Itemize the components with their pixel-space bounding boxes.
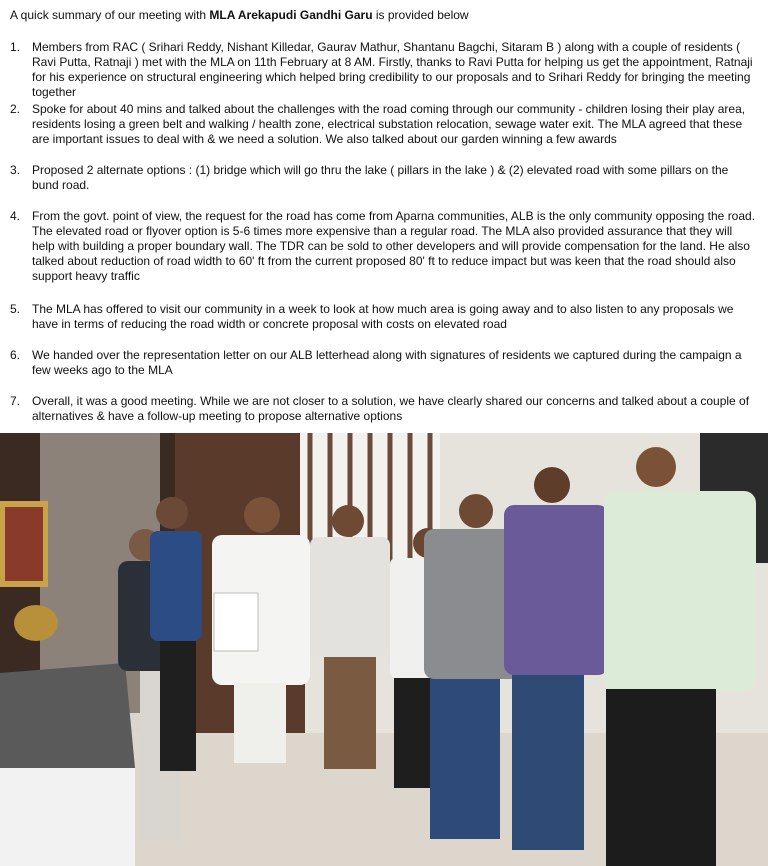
brass-idol [14, 605, 58, 641]
list-item-3: 3. Proposed 2 alternate options : (1) bridge which will go thru the lake ( pillars in the lake ) & (2) elevated road with some pillars on the bund road. [10, 163, 729, 192]
list-item-7: 7. Overall, it was a good meeting. While we are not closer to a solution, we have clearly shared our concerns and talked about a couple of alternatives & have a follow-up meeting to propose alternative options [10, 394, 750, 423]
mla-name: MLA Arekapudi Gandhi Garu [209, 8, 373, 22]
list-item-1: 1. Members from RAC ( Srihari Reddy, Nishant Killedar, Gaurav Mathur, Shantanu Bagchi, Sitaram B ) along with a couple of residents ( Ravi Putta, Ratnaji ) met with the MLA on 11th February at 8 AM. Firstly, thanks to Ravi Putta for helping us get the appointment, Ratnaji for his experience on structural engineering which helped bring credibility to our proposals and to Srihari Reddy for bringing the meeting together [10, 40, 753, 99]
granite-counter [0, 663, 135, 778]
group-photo [0, 433, 768, 866]
meeting-summary-document [0, 0, 768, 432]
list-item-5: 5. The MLA has offered to visit our community in a week to look at how much area is going away and to also listen to any proposals we have in terms of reducing the road width or concrete proposal with costs on elevated road [10, 302, 734, 331]
summary-intro: A quick summary of our meeting with MLA Arekapudi Gandhi Garu is provided below [10, 8, 469, 22]
list-item-6: 6. We handed over the representation letter on our ALB letterhead along with signatures of residents we captured during the campaign a few weeks ago to the MLA [10, 348, 742, 377]
group-photo-illustration [0, 433, 768, 866]
list-item-4: 4. From the govt. point of view, the request for the road has come from Aparna communities, ALB is the only community opposing the road. The elevated road or flyover option is 5-6 times more expensive than a regular road. The MLA also provided assurance that they will help with building a proper boundary wall. The TDR can be sold to other developers and will provide compensation for the land. He also talked about reduction of road width to 60' ft from the current proposed 80' ft to reduce impact but was keen that the road should also support heavy traffic [10, 209, 756, 283]
list-item-2: 2. Spoke for about 40 mins and talked about the challenges with the road coming through our community - children losing their play area, residents losing a green belt and walking / health zone, electrical substation relocation, sewage water exit. The MLA agreed that these are important issues to deal with & we need a solution. We also talked about our garden winning a few awards [10, 102, 746, 146]
